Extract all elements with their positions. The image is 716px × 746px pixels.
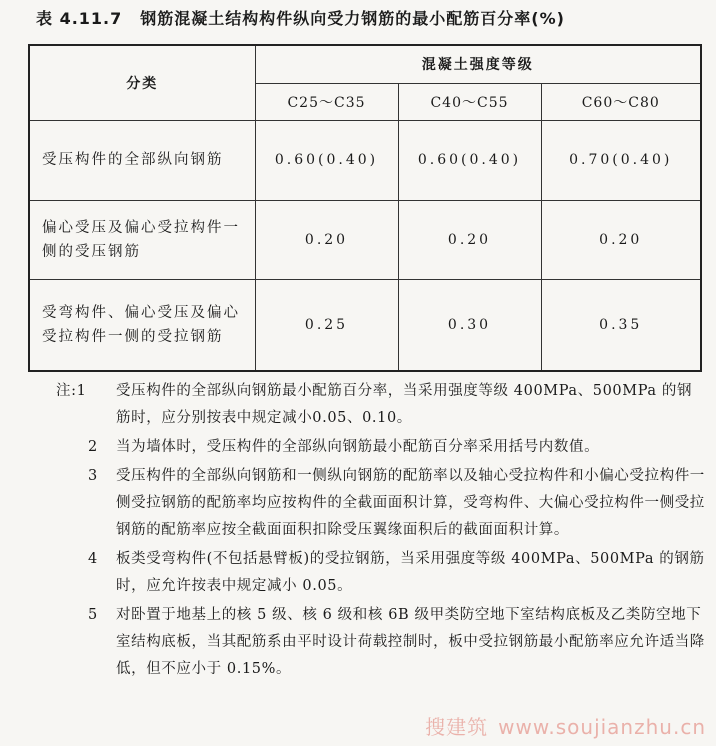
note-marker: 5 (88, 607, 98, 623)
row-category: 受弯构件、偏心受压及偏心受拉构件一侧的受拉钢筋 (29, 279, 255, 371)
note-item (56, 602, 706, 683)
reinforcement-ratio-table (28, 44, 702, 372)
note-marker: 4 (88, 551, 98, 567)
watermark-text: 搜建筑 (425, 715, 489, 739)
table-row (29, 120, 701, 200)
grade-column-header: C40～C55 (398, 83, 541, 120)
grade-column-header: C60～C80 (541, 83, 701, 120)
note-text: 对卧置于地基上的核 5 级、核 6 级和核 6B 级甲类防空地下室结构底板及乙类防空地下室结构底板，当其配筋系由平时设计荷载控制时，板中受拉钢筋最小配筋率应允许适当降低，但不应小于 0.15%。 (116, 607, 705, 677)
table-notes (56, 378, 706, 685)
note-item (56, 463, 706, 544)
note-text: 受压构件的全部纵向钢筋最小配筋百分率，当采用强度等级 400MPa、500MPa 的钢筋时，应分别按表中规定减小0.05、0.10。 (116, 383, 693, 426)
table-number: 表 4.11.7 (36, 9, 123, 28)
grade-header: 混凝土强度等级 (255, 45, 701, 83)
row-value: 0.35 (541, 279, 701, 371)
table-caption (36, 6, 696, 29)
category-header: 分类 (29, 45, 255, 120)
row-value: 0.20 (398, 200, 541, 279)
grade-column-header: C25～C35 (255, 83, 398, 120)
row-value: 0.30 (398, 279, 541, 371)
row-value: 0.20 (255, 200, 398, 279)
row-value: 0.60(0.40) (255, 120, 398, 200)
note-item (56, 546, 706, 600)
row-category: 偏心受压及偏心受拉构件一侧的受压钢筋 (29, 200, 255, 279)
note-text: 板类受弯构件(不包括悬臂板)的受拉钢筋，当采用强度等级 400MPa、500MPa 的钢筋时，应允许按表中规定减小 0.05。 (116, 551, 705, 594)
note-item (56, 434, 706, 461)
note-text: 当为墙体时，受压构件的全部纵向钢筋最小配筋百分率采用括号内数值。 (116, 439, 600, 455)
row-value: 0.60(0.40) (398, 120, 541, 200)
table-row (29, 279, 701, 371)
row-value: 0.20 (541, 200, 701, 279)
note-marker: 注:1 (56, 383, 87, 399)
row-value: 0.25 (255, 279, 398, 371)
site-watermark (425, 711, 706, 740)
row-category: 受压构件的全部纵向钢筋 (29, 120, 255, 200)
watermark-url: www.soujianzhu.cn (498, 715, 706, 739)
note-item (56, 378, 706, 432)
table-title: 钢筋混凝土结构构件纵向受力钢筋的最小配筋百分率(%) (140, 9, 565, 28)
row-value: 0.70(0.40) (541, 120, 701, 200)
table-row (29, 200, 701, 279)
note-marker: 3 (88, 468, 98, 484)
note-text: 受压构件的全部纵向钢筋和一侧纵向钢筋的配筋率以及轴心受拉构件和小偏心受拉构件一侧受拉钢筋的配筋率均应按构件的全截面面积计算，受弯构件、大偏心受拉构件一侧受拉钢筋的配筋率应按全截面面积扣除受压翼缘面积后的截面面积计算。 (116, 468, 705, 538)
note-marker: 2 (88, 439, 98, 455)
